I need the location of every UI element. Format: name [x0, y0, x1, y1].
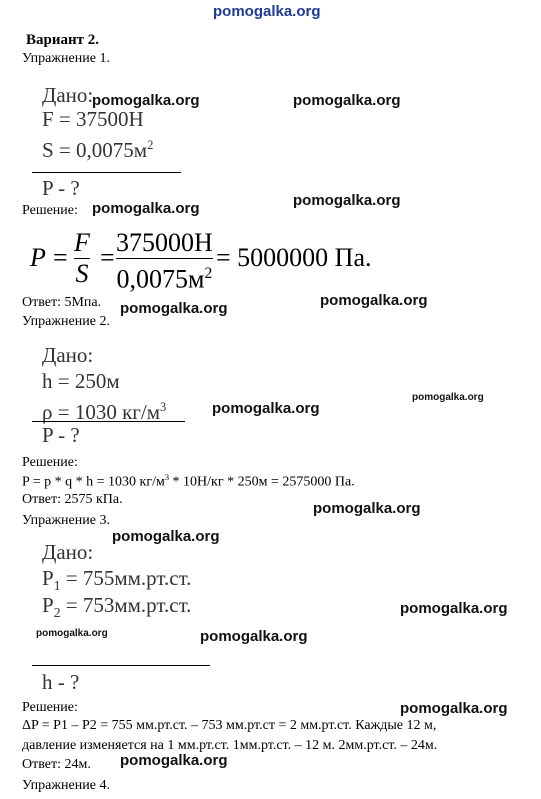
ex3-given-label: Дано:	[42, 540, 94, 564]
ex1-given-area: $S = 0,0075м^2$	[42, 138, 154, 162]
watermark[interactable]: pomogalka.org	[400, 600, 508, 617]
ex3-solution-line2: давление изменяется на 1 мм.рт.ст. 1мм.рт.ст. – 12 м. 2мм.рт.ст. – 24м.	[22, 738, 438, 753]
ex1-formula-p: P	[30, 243, 46, 272]
ex1-formula-den: $0,0075м^2$	[116, 264, 213, 294]
variant-title: Вариант 2.	[26, 32, 100, 48]
watermark[interactable]: pomogalka.org	[92, 200, 200, 217]
ex2-given-height: h = 250м	[42, 369, 120, 393]
ex2-solution-label: Решение:	[22, 455, 78, 470]
watermark[interactable]: pomogalka.org	[120, 752, 228, 769]
ex3-given-divider	[32, 665, 210, 666]
watermark[interactable]: pomogalka.org	[320, 292, 428, 309]
watermark[interactable]: pomogalka.org	[212, 400, 320, 417]
ex3-answer: Ответ: 24м.	[22, 757, 91, 772]
ex3-find: h - ?	[42, 670, 80, 694]
watermark[interactable]: pomogalka.org	[112, 528, 220, 545]
ex1-formula-fs	[74, 228, 90, 289]
ex1-solution-label: Решение:	[22, 203, 78, 218]
ex1-find: P - ?	[42, 176, 80, 200]
ex1-formula-value	[116, 228, 213, 295]
watermark[interactable]: pomogalka.org	[120, 300, 228, 317]
watermark[interactable]: pomogalka.org	[293, 192, 401, 209]
ex1-given-divider	[32, 172, 181, 173]
ex2-given-density: ρ = 1030 $кг/м^3$	[42, 400, 167, 424]
ex1-formula-num: 375000H	[116, 228, 213, 257]
ex1-formula-eq1: =	[53, 243, 68, 272]
ex1-formula-eq2: =	[100, 243, 115, 272]
ex1-formula-result: = 5000000 Па.	[216, 243, 372, 272]
ex1-given-label: Дано:	[42, 83, 94, 107]
ex2-find: P - ?	[42, 423, 80, 447]
watermark[interactable]: pomogalka.org	[412, 392, 484, 403]
watermark[interactable]: pomogalka.org	[92, 92, 200, 109]
ex2-given-divider	[32, 421, 185, 422]
ex2-given-label: Дано:	[42, 343, 94, 367]
watermark-top[interactable]: pomogalka.org	[213, 3, 321, 20]
watermark[interactable]: pomogalka.org	[200, 628, 308, 645]
ex1-formula-f: F	[74, 228, 90, 257]
watermark[interactable]: pomogalka.org	[36, 628, 108, 639]
ex1-formula-s: S	[75, 259, 89, 288]
ex3-title: Упражнение 3.	[22, 513, 110, 528]
watermark[interactable]: pomogalka.org	[293, 92, 401, 109]
ex3-given-p1: $P_1 = 755мм.рт.ст$.	[42, 566, 192, 594]
watermark[interactable]: pomogalka.org	[313, 500, 421, 517]
ex3-given-p2: $P_2 = 753мм.рт.ст$.	[42, 593, 192, 621]
ex3-solution-label: Решение:	[22, 700, 78, 715]
watermark[interactable]: pomogalka.org	[400, 700, 508, 717]
ex1-answer: Ответ: 5Мпа.	[22, 295, 102, 310]
ex2-solution: P = p * q * h = 1030 $кг/м^3 * 10Н/кг * 250м = 2575000$ Па.	[22, 473, 355, 490]
ex1-title: Упражнение 1.	[22, 51, 110, 66]
ex3-solution-line1: ΔP = P1 – P2 = 755 мм.рт.ст. – 753 мм.рт.ст = 2 мм.рт.ст. Каждые 12 м,	[22, 718, 437, 733]
ex2-answer: Ответ: 2575 кПа.	[22, 492, 123, 507]
ex4-title: Упражнение 4.	[22, 778, 110, 793]
ex1-given-force: F = 37500Н	[42, 107, 144, 131]
ex2-title: Упражнение 2.	[22, 314, 110, 329]
